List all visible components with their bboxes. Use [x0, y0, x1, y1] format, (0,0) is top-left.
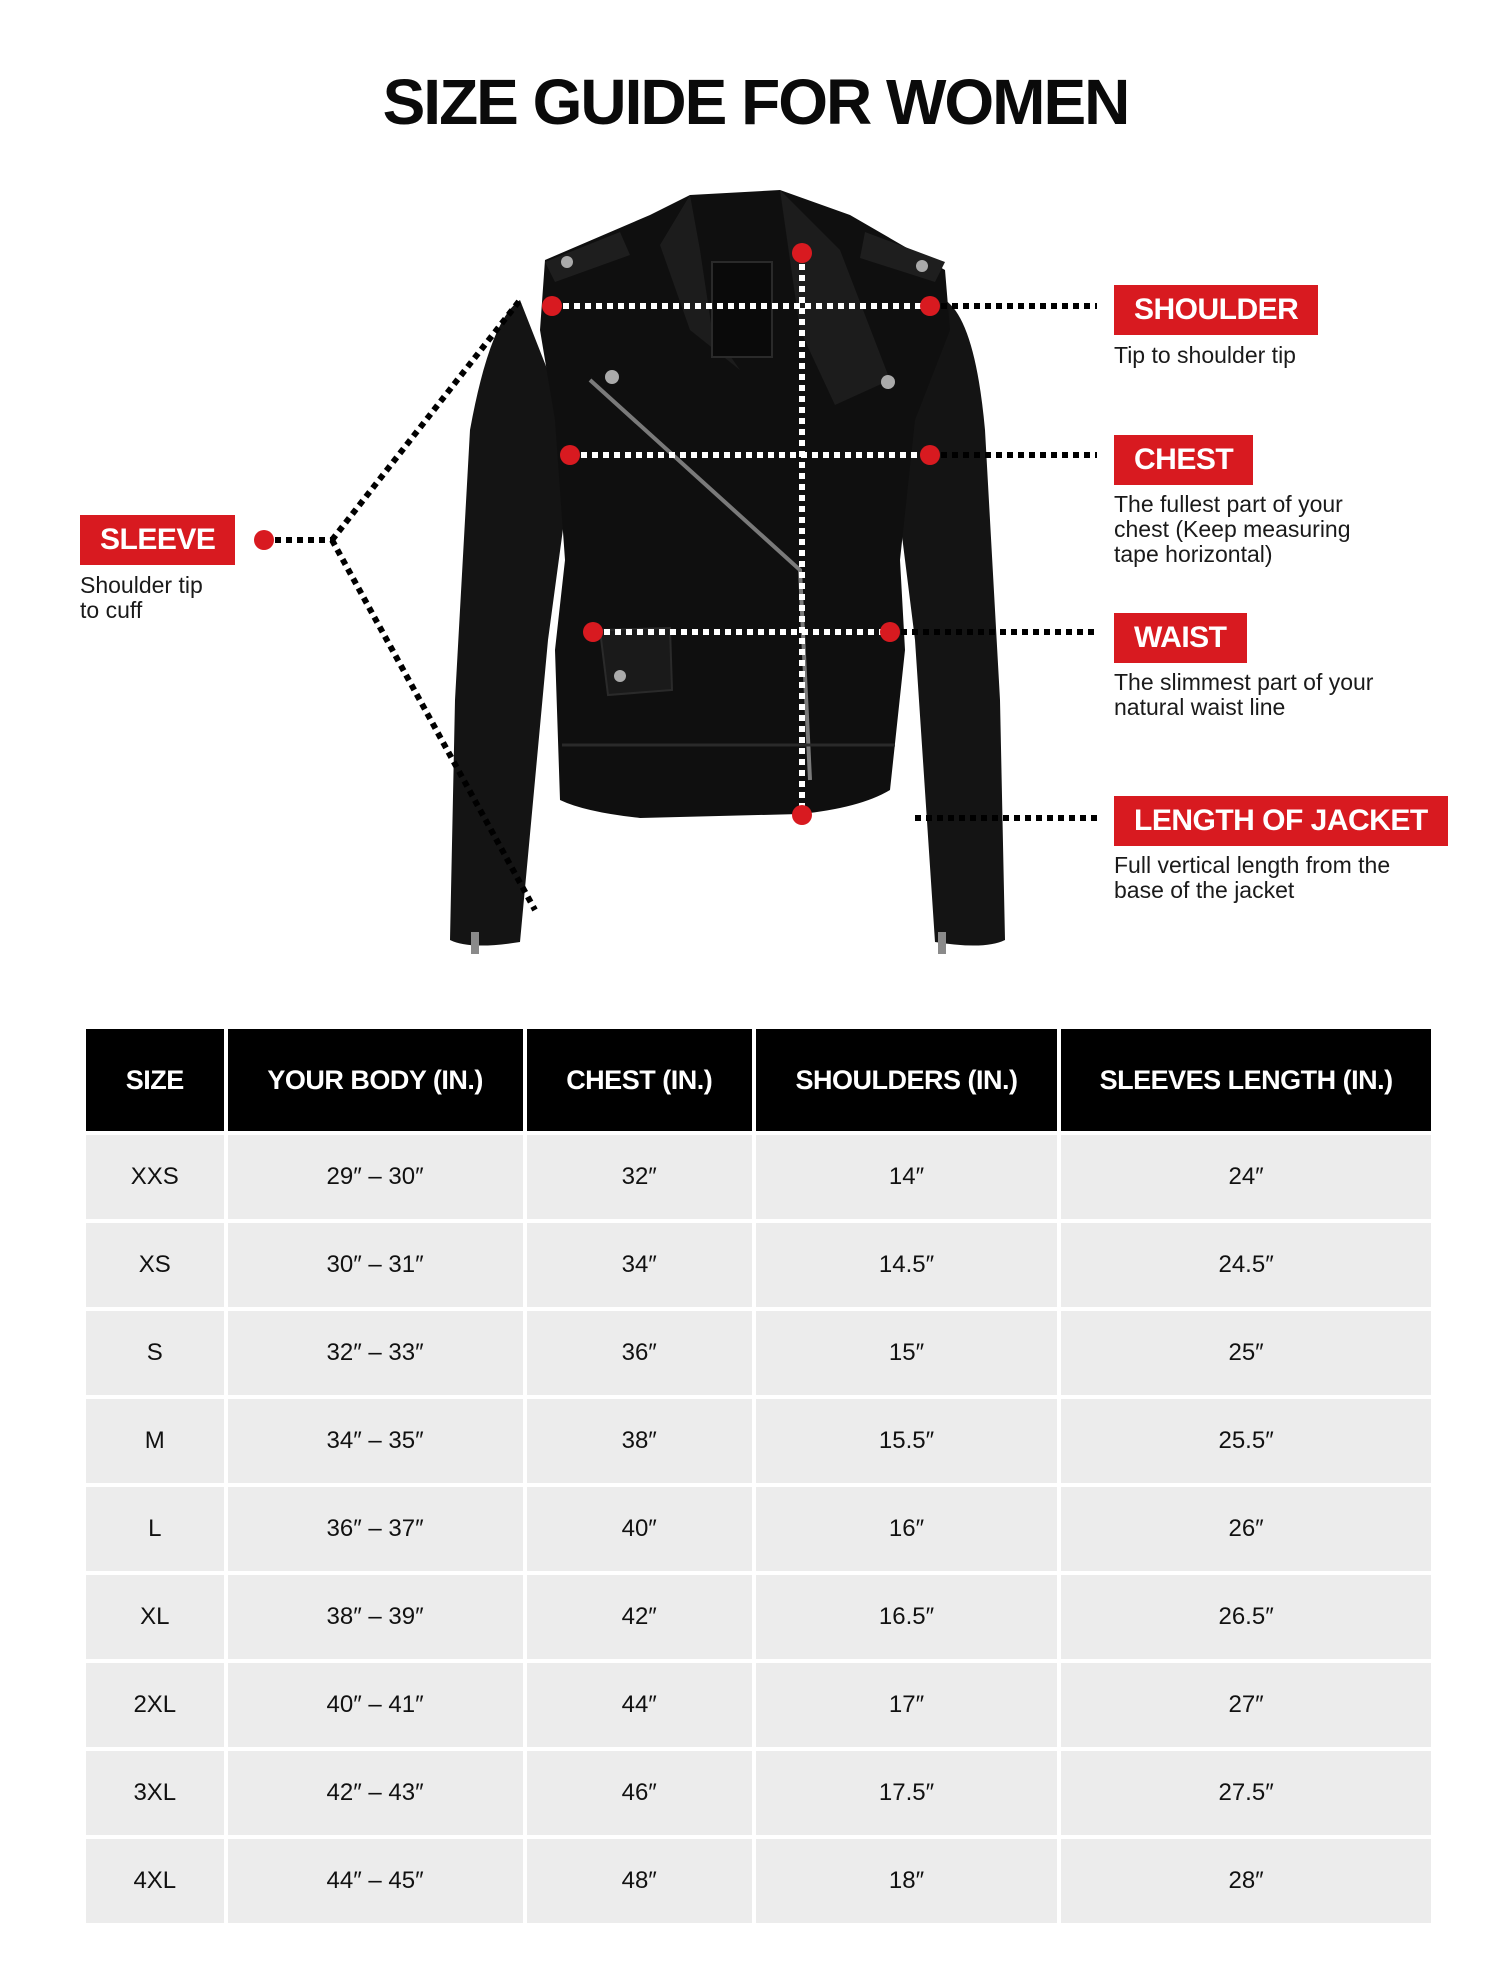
cell-body: 42″ – 43″: [228, 1751, 523, 1835]
shoulder-description: Tip to shoulder tip: [1114, 342, 1296, 368]
page-title: SIZE GUIDE FOR WOMEN: [382, 66, 1129, 138]
cell-size: 4XL: [86, 1839, 224, 1923]
table-row: [86, 1399, 1431, 1483]
header-shoulders: SHOULDERS (IN.): [756, 1029, 1057, 1131]
waist-point-right: [880, 622, 900, 642]
length-point-bottom: [792, 805, 812, 825]
cell-shoulders: 17″: [756, 1663, 1057, 1747]
cell-chest: 42″: [527, 1575, 752, 1659]
cell-shoulders: 16.5″: [756, 1575, 1057, 1659]
cell-sleeves: 24.5″: [1061, 1223, 1431, 1307]
cell-shoulders: 14.5″: [756, 1223, 1057, 1307]
shoulder-point-right: [920, 296, 940, 316]
cell-shoulders: 15.5″: [756, 1399, 1057, 1483]
cell-shoulders: 17.5″: [756, 1751, 1057, 1835]
cell-body: 29″ – 30″: [228, 1135, 523, 1219]
header-size: SIZE: [86, 1029, 224, 1131]
cell-chest: 48″: [527, 1839, 752, 1923]
cell-size: 3XL: [86, 1751, 224, 1835]
waist-point-left: [583, 622, 603, 642]
shoulder-point-left: [542, 296, 562, 316]
cell-size: XXS: [86, 1135, 224, 1219]
cell-body: 44″ – 45″: [228, 1839, 523, 1923]
cell-size: XL: [86, 1575, 224, 1659]
cell-shoulders: 16″: [756, 1487, 1057, 1571]
cell-body: 38″ – 39″: [228, 1575, 523, 1659]
table-row: [86, 1663, 1431, 1747]
table-row: [86, 1751, 1431, 1835]
cell-sleeves: 24″: [1061, 1135, 1431, 1219]
cell-shoulders: 18″: [756, 1839, 1057, 1923]
table-row: [86, 1311, 1431, 1395]
cell-body: 32″ – 33″: [228, 1311, 523, 1395]
chest-description: The fullest part of your chest (Keep measuring tape horizontal): [1114, 491, 1351, 567]
length-tag: LENGTH OF JACKET: [1114, 796, 1448, 846]
cell-sleeves: 26.5″: [1061, 1575, 1431, 1659]
table-row: [86, 1575, 1431, 1659]
chest-point-right: [920, 445, 940, 465]
cell-sleeves: 26″: [1061, 1487, 1431, 1571]
cell-sleeves: 25.5″: [1061, 1399, 1431, 1483]
cell-sleeves: 28″: [1061, 1839, 1431, 1923]
cell-chest: 38″: [527, 1399, 752, 1483]
table-row: [86, 1135, 1431, 1219]
shoulder-tag: SHOULDER: [1114, 285, 1318, 335]
header-chest: CHEST (IN.): [527, 1029, 752, 1131]
cell-body: 30″ – 31″: [228, 1223, 523, 1307]
waist-description: The slimmest part of your natural waist line: [1114, 669, 1374, 720]
cell-chest: 34″: [527, 1223, 752, 1307]
table-row: [86, 1487, 1431, 1571]
cell-body: 34″ – 35″: [228, 1399, 523, 1483]
chest-tag: CHEST: [1114, 435, 1253, 485]
cell-chest: 46″: [527, 1751, 752, 1835]
cell-body: 36″ – 37″: [228, 1487, 523, 1571]
chest-point-left: [560, 445, 580, 465]
sleeve-point: [254, 530, 274, 550]
header-sleeves-length: SLEEVES LENGTH (IN.): [1061, 1029, 1431, 1131]
table-row: [86, 1223, 1431, 1307]
cell-chest: 44″: [527, 1663, 752, 1747]
cell-chest: 40″: [527, 1487, 752, 1571]
waist-tag: WAIST: [1114, 613, 1247, 663]
sleeve-description: Shoulder tip to cuff: [80, 572, 203, 623]
cell-size: M: [86, 1399, 224, 1483]
cell-size: XS: [86, 1223, 224, 1307]
cell-sleeves: 25″: [1061, 1311, 1431, 1395]
cell-shoulders: 14″: [756, 1135, 1057, 1219]
cell-body: 40″ – 41″: [228, 1663, 523, 1747]
length-description: Full vertical length from the base of the jacket: [1114, 852, 1391, 903]
table-header-row: [86, 1029, 1431, 1131]
sleeve-tag: SLEEVE: [80, 515, 235, 565]
size-chart-table: [82, 1025, 1435, 1927]
cell-sleeves: 27″: [1061, 1663, 1431, 1747]
header-your-body: YOUR BODY (IN.): [228, 1029, 523, 1131]
cell-chest: 32″: [527, 1135, 752, 1219]
table-row: [86, 1839, 1431, 1923]
length-point-top: [792, 243, 812, 263]
cell-chest: 36″: [527, 1311, 752, 1395]
cell-sleeves: 27.5″: [1061, 1751, 1431, 1835]
cell-shoulders: 15″: [756, 1311, 1057, 1395]
cell-size: L: [86, 1487, 224, 1571]
cell-size: 2XL: [86, 1663, 224, 1747]
cell-size: S: [86, 1311, 224, 1395]
